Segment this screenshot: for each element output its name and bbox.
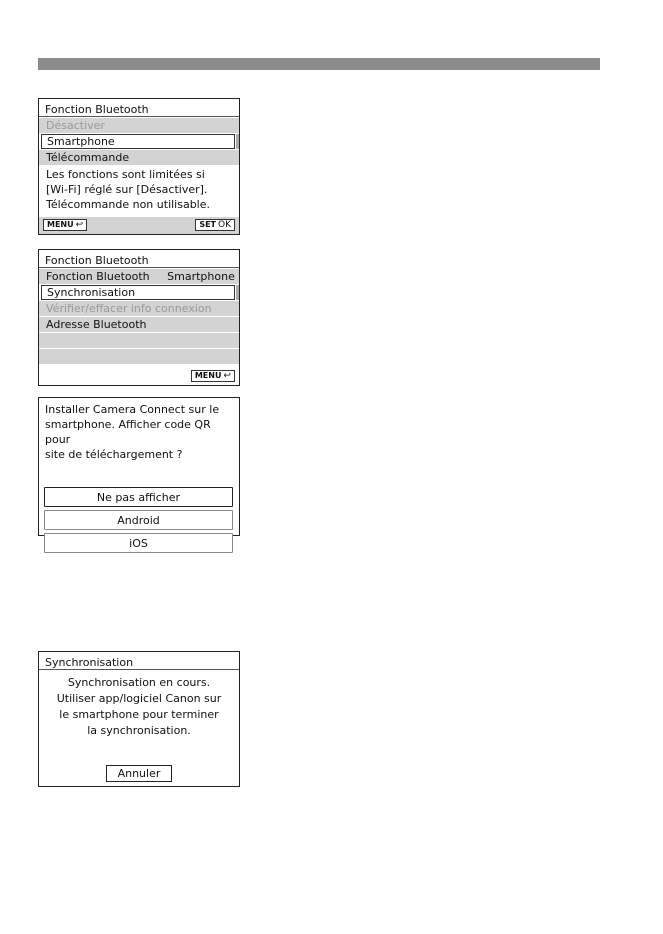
ok-label: OK [218,220,231,230]
title-divider [39,116,239,117]
message-line: le smartphone pour terminer [59,708,219,721]
note-line: Télécommande non utilisable. [46,198,211,211]
option-smartphone[interactable]: Smartphone [41,134,235,149]
return-arrow-icon: ↩ [223,371,231,381]
ios-button[interactable]: iOS [44,533,233,553]
check-clear-connection-item[interactable]: Vérifier/effacer info connexion [39,301,239,316]
spacer [39,462,239,484]
set-ok-button[interactable] [195,219,235,231]
section-header-bar [38,58,600,70]
option-remote[interactable]: Télécommande [39,150,239,165]
install-prompt [39,398,239,462]
empty-row [39,333,239,348]
screen-title: Synchronisation [45,656,134,669]
menu-back-button[interactable] [191,370,235,382]
bluetooth-function-setting[interactable] [39,269,239,284]
screen-title: Fonction Bluetooth [45,254,149,267]
pairing-item[interactable]: Synchronisation [41,285,235,300]
menu-key-label: MENU [47,220,74,229]
pairing-screen [38,651,240,787]
message-line: la synchronisation. [87,724,191,737]
screen-footer [39,368,239,385]
note-line: Les fonctions sont limitées si [46,168,205,181]
set-key-label: SET [199,220,216,229]
prompt-line: smartphone. Afficher code QR pour [45,418,211,446]
android-button[interactable]: Android [44,510,233,530]
title-divider [39,267,239,268]
pairing-message [39,670,239,739]
return-arrow-icon: ↩ [75,220,84,230]
bluetooth-address-item[interactable]: Adresse Bluetooth [39,317,239,332]
do-not-display-button[interactable]: Ne pas afficher [44,487,233,507]
prompt-line: Installer Camera Connect sur le [45,403,220,416]
menu-back-button[interactable] [43,219,87,231]
cancel-button[interactable]: Annuler [106,765,172,782]
option-disable[interactable]: Désactiver [39,118,239,133]
setting-label: Fonction Bluetooth [46,270,150,283]
message-line: Utiliser app/logiciel Canon sur [56,692,222,705]
menu-key-label: MENU [194,371,222,380]
bluetooth-function-screen [38,98,240,235]
screen-footer [39,217,239,234]
message-line: Synchronisation en cours. [67,676,211,689]
note-line: [Wi-Fi] réglé sur [Désactiver]. [46,183,208,196]
empty-row [39,349,239,364]
camera-connect-install-screen [38,397,240,550]
setting-value: Smartphone [167,270,235,283]
limitation-note [39,165,239,212]
bluetooth-settings-screen [38,249,240,386]
screen-title: Fonction Bluetooth [45,103,149,116]
prompt-line: site de téléchargement ? [45,448,183,461]
